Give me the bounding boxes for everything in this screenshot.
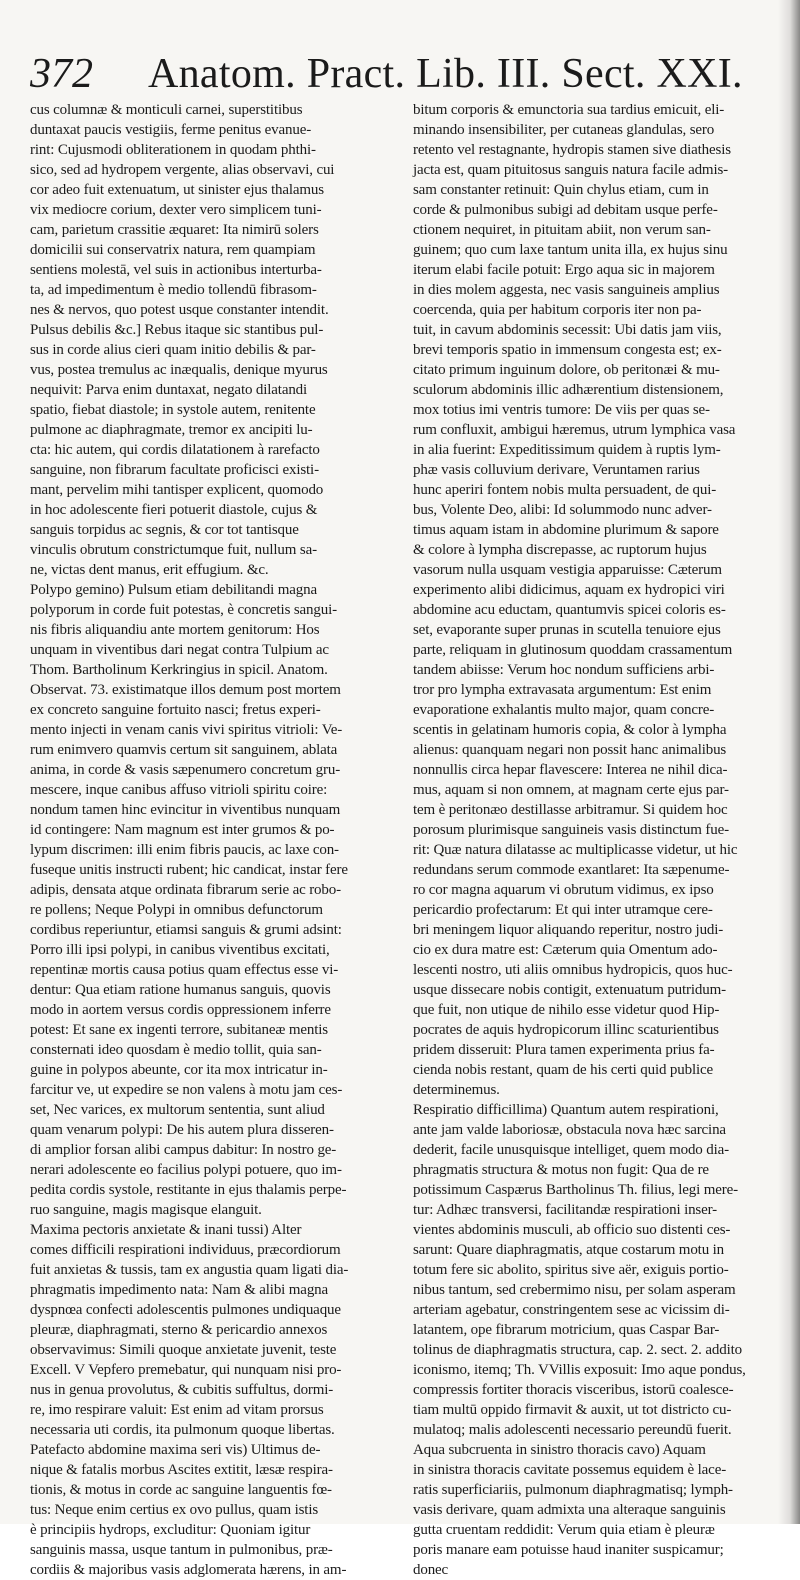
running-title: Anatom. Pract. Lib. III. Sect. XXI.	[148, 51, 743, 97]
text-line: mulatoq; malis adolescenti necessario pereundū fuerit.	[413, 1422, 732, 1438]
text-line: in alia fuerint: Expeditissimum quidem à ruptis lym-	[413, 442, 721, 458]
text-line: pericardio profectarum: Et qui inter utramque cere-	[413, 902, 713, 918]
text-line: bri meningem liquor aliquando reperitur, nostro judi-	[413, 922, 724, 938]
text-line: rint: Cujusmodi obliterationem in quodam phthi-	[30, 142, 316, 158]
text-line: spatio, fiebat diastole; in systole autem, renitente	[30, 402, 316, 418]
text-line: Porro illi ipsi polypi, in canibus viventibus excitati,	[30, 942, 330, 958]
text-line: lescenti nostro, uti aliis omnibus hydropicis, quos huc-	[413, 962, 733, 978]
text-line: rum confluxit, ambigui hæremus, utrum lymphica vasa	[413, 422, 736, 438]
text-line: timus aquam istam in abdomine plurimum & sapore	[413, 522, 719, 538]
text-line: hunc aperiri fontem nobis multa persuadent, de qui-	[413, 482, 717, 498]
page-number: 372	[30, 51, 93, 97]
text-line: guine in polypos abeunte, cor ita mox intricatur in-	[30, 1062, 328, 1078]
text-line: in hoc adolescente fieri potuerit diastole, cujus &	[30, 502, 318, 518]
text-line: mant, pervelim mihi tantisper explicent, quomodo	[30, 482, 324, 498]
text-line: vasis derivare, quam admixta una alteraque sanguinis	[413, 1502, 726, 1518]
text-line: dentur: Qua etiam ratione humanus sanguis, quovis	[30, 982, 331, 998]
text-line: rum enimvero quamvis certum sit sanguinem, ablata	[30, 742, 338, 758]
text-line: Observat. 73. existimatque illos demum post mortem	[30, 682, 341, 698]
text-line: porosum plurimisque sanguineis vasis distinctum fue-	[413, 822, 729, 838]
text-line: phragmatis impedimento nata: Nam & alibi magna	[30, 1282, 329, 1298]
text-line: fuit anxietas & tussis, tam ex angustia quam ligati dia-	[30, 1262, 349, 1278]
text-line: nus in genua provolutus, & cubitis suffultus, dormi-	[30, 1382, 334, 1398]
text-line: in dies molem aggesta, nec vasis sanguineis amplius	[413, 282, 720, 298]
text-line: alienus: quanquam negari non possit hanc animalibus	[413, 742, 727, 758]
text-line: unquam in viventibus dari negat contra Tulpium ac	[30, 642, 329, 658]
text-line: vix mediocre corium, dexter vero simplicem tuni-	[30, 202, 322, 218]
text-line: vinculis obrutum constrictumque fuit, nullum sa-	[30, 542, 317, 558]
text-line: è principiis hydrops, excluditur: Quoniam igitur	[30, 1522, 311, 1538]
text-line: di amplior forsan alibi campus dabitur: In nostro ge-	[30, 1142, 337, 1158]
text-line: rit: Quæ natura dilatasse ac multiplicasse videtur, ut hic	[413, 842, 738, 858]
text-line: minando insensibiliter, per cutaneas glandulas, sero	[413, 122, 715, 138]
right-text-column	[413, 100, 773, 1580]
text-line: potissimum Caspærus Bartholinus Th. filius, legi mere-	[413, 1182, 738, 1198]
text-line: bus, Volente Deo, alibi: Id solummodo nunc adver-	[413, 502, 712, 518]
text-line: nis fibris aliquandiu ante mortem genitorum: Hos	[30, 622, 320, 638]
text-line: tiam multū oppido firmavit & auxit, ut tot districto cu-	[413, 1402, 732, 1418]
text-line: phragmatis structura & motus non fugit: Qua de re	[413, 1162, 709, 1178]
text-line: vasorum nulla usquam vestigia apparuisse: Cæterum	[413, 562, 722, 578]
text-line: mus, aquam si non omnem, at magnam certe ejus par-	[413, 782, 729, 798]
text-line: guinem; quo cum laxe tantum unita illa, ex hujus sinu	[413, 242, 728, 258]
text-line: iterum elabi facile potuit: Ergo aqua sic in majorem	[413, 262, 715, 278]
text-line: domicilii sui conservatrix natura, rem quampiam	[30, 242, 316, 258]
text-line: pocrates de aquis hydropicorum illinc scaturientibus	[413, 1022, 719, 1038]
text-line: nerari adolescente eo facilius polypi potuere, quo im-	[30, 1162, 342, 1178]
text-line: evaporatione exhalantis multo major, quam concre-	[413, 702, 715, 718]
text-line: comes difficili respirationi individuus, præcordiorum	[30, 1242, 341, 1258]
text-line: Maxima pectoris anxietate & inani tussi) Alter	[30, 1222, 302, 1238]
text-line: Pulsus debilis &c.] Rebus itaque sic stantibus pul-	[30, 322, 324, 338]
text-line: iconismo, itemq; Th. VVillis exposuit: Imo aque pondus,	[413, 1362, 746, 1378]
text-line: Thom. Bartholinum Kerkringius in spicil. Anatom.	[30, 662, 328, 678]
text-line: quam venarum polypi: De his autem plura disseren-	[30, 1122, 334, 1138]
text-line: tus: Neque enim certius ex ovo pullus, quam istis	[30, 1502, 319, 1518]
text-line: Respiratio difficillima) Quantum autem respirationi,	[413, 1102, 719, 1118]
text-line: coercenda, quia per habitum corporis iter non pa-	[413, 302, 702, 318]
text-line: re, imo respirare valuit: Est enim ad vitam prorsus	[30, 1402, 324, 1418]
text-line: Polypo gemino) Pulsum etiam debilitandi magna	[30, 582, 317, 598]
text-line: vientes abdominis musculi, ab officio suo distenti ces-	[413, 1222, 731, 1238]
text-line: experimento alibi didicimus, aquam ex hydropici viri	[413, 582, 725, 598]
text-line: cordibus reperiuntur, etiamsi sanguis & grumi adsint:	[30, 922, 342, 938]
text-line: sanguis torpidus ac segnis, & cor tot tantisque	[30, 522, 299, 538]
text-line: cordiis & majoribus vasis adglomerata hærens, in am-	[30, 1562, 347, 1578]
text-line: Excell. V Vepfero premebatur, qui nunquam nisi pro-	[30, 1362, 342, 1378]
text-line: anima, in corde & vasis sæpenumero concretum gru-	[30, 762, 341, 778]
text-line: sico, sed ad hydropem vergente, alias observavi, cui	[30, 162, 335, 178]
text-line: ne, victas dent manus, erit effugium. &c.	[30, 562, 269, 578]
text-line: mescere, inque canibus affuso vitrioli spiritu coire:	[30, 782, 328, 798]
text-line: citato primum inguinum dolore, ob peritonæi & mu-	[413, 362, 720, 378]
text-line: re pollens; Neque Polypi in omnibus defunctorum	[30, 902, 323, 918]
text-line: sus in corde alius cieri quam initio debilis & par-	[30, 342, 316, 358]
text-line: compressis fortiter thoracis visceribus, istorū coalesce-	[413, 1382, 734, 1398]
text-line: sculorum abdominis illic adhærentium distensionem,	[413, 382, 724, 398]
text-line: sarunt: Quare diaphragmatis, atque costarum motu in	[413, 1242, 725, 1258]
text-line: tandem abiisse: Verum hoc nondum sufficiens arbi-	[413, 662, 715, 678]
text-line: abdomine acu eductam, quantumvis spicei coloris es-	[413, 602, 726, 618]
text-line: gutta cruentam reddidit: Verum quia etiam è pleuræ	[413, 1522, 715, 1538]
text-line: poris manare eam potuisse haud inaniter suspicamur;	[413, 1542, 724, 1558]
text-line: duntaxat paucis vestigiis, ferme penitus evanue-	[30, 122, 312, 138]
text-line: tolinus de diaphragmatis structura, cap. 2. sect. 2. addito	[413, 1342, 742, 1358]
text-line: dederit, facile unusquisque intelliget, quem modo dia-	[413, 1142, 729, 1158]
page-edge-shadow	[778, 0, 800, 1524]
text-line: ratis superficiariis, pulmonum diaphragmatisq; lymph-	[413, 1482, 733, 1498]
text-line: usque dissecare nobis contigit, extenuatum putridum-	[413, 982, 726, 998]
text-line: nique & fatalis morbus Ascites extitit, læsæ respira-	[30, 1462, 333, 1478]
text-line: redundans serum commode exantlaret: Ita sæpenume-	[413, 862, 730, 878]
text-line: Aqua subcruenta in sinistro thoracis cavo) Aquam	[413, 1442, 706, 1458]
text-line: dyspnœa confecti adolescentis pulmones undiquaque	[30, 1302, 341, 1318]
text-line: totum fere sic abolito, spiritus sive aër, exiguis portio-	[413, 1262, 729, 1278]
text-line: potest: Et sane ex ingenti terrore, subitaneæ mentis	[30, 1022, 328, 1038]
text-line: sanguinis massa, usque tantum in pulmonibus, præ-	[30, 1542, 333, 1558]
text-line: in sinistra thoracis cavitate possemus equidem è lace-	[413, 1462, 727, 1478]
text-line: cor adeo fuit extenuatum, ut sinister ejus thalamus	[30, 182, 324, 198]
text-line: pedita cordis systole, restitante in ejus thalamis perpe-	[30, 1182, 347, 1198]
text-line: determinemus.	[413, 1082, 500, 1098]
text-line: ante jam valde laboriosæ, obstacula nova hæc sarcina	[413, 1122, 726, 1138]
text-line: tur: Adhæc transversi, facilitandæ respirationi inser-	[413, 1202, 718, 1218]
text-line: consternati ideo quosdam è medio tollit, quia san-	[30, 1042, 322, 1058]
text-line: tror pro lympha extravasata argumentum: Est enim	[413, 682, 712, 698]
text-line: cus columnæ & monticuli carnei, superstitibus	[30, 102, 303, 118]
text-line: & colore à lympha discrepasse, ac ruptorum hujus	[413, 542, 707, 558]
text-line: nondum tamen hinc evincitur in viventibus nunquam	[30, 802, 341, 818]
text-line: fuseque unitis instructi rubent; hic candicat, instar fere	[30, 862, 348, 878]
text-line: observavimus: Simili quoque anxietate juvenit, teste	[30, 1342, 337, 1358]
text-line: tuit, in cavum abdominis secessit: Ubi datis jam viis,	[413, 322, 722, 338]
text-line: parte, reliquam in glutinosum quoddam crassamentum	[413, 642, 733, 658]
page-header	[30, 46, 770, 102]
text-line: mento injecti in venam canis vivi spiritus vitrioli: Ve-	[30, 722, 343, 738]
left-text-column	[30, 100, 390, 1580]
text-line: retento vel restagnante, hydropis stamen sive diathesis	[413, 142, 731, 158]
text-line: ctionem nequiret, in pituitam abiit, non verum san-	[413, 222, 711, 238]
text-line: cam, parietum crassitie æquaret: Ita nimirū solers	[30, 222, 319, 238]
text-line: jacta est, quam pituitosus sanguis natura facile admis-	[413, 162, 728, 178]
text-line: repentinæ mortis causa potius quam effectus esse vi-	[30, 962, 339, 978]
text-line: nibus tantum, sed crebermimo nisu, per solam asperam	[413, 1282, 736, 1298]
text-line: tionis, & motus in corde ac sanguine languentis fœ-	[30, 1482, 332, 1498]
text-line: polyporum in corde fuit potestas, è concretis sangui-	[30, 602, 337, 618]
text-line: mox totius imi ventris tumore: De viis per quas se-	[413, 402, 710, 418]
text-line: tem è peritonæo destillasse arbitramur. Si quidem hoc	[413, 802, 728, 818]
text-line: corde & pulmonibus subigi ad debitam usque perfe-	[413, 202, 718, 218]
text-line: ta, ad impedimentum è medio tollendū fibrasom-	[30, 282, 317, 298]
text-line: phæ vasis colluvium derivare, Veruntamen rarius	[413, 462, 700, 478]
text-line: modo in aortem versus cordis oppressionem inferre	[30, 1002, 331, 1018]
text-line: brevi temporis spatio in immensum congesta est; ex-	[413, 342, 722, 358]
text-line: lypum discrimen: illi enim fibris paucis, ac laxe con-	[30, 842, 339, 858]
text-line: farcitur ve, ut expedire se non valens à motu jam ces-	[30, 1082, 343, 1098]
text-line: latantem, ope fibrarum motricium, quas Caspar Bar-	[413, 1322, 720, 1338]
text-line: set, Nec varices, ex multorum sententia, sunt aliud	[30, 1102, 325, 1118]
text-line: vus, postea tremulus ac inæqualis, denique myurus	[30, 362, 328, 378]
text-line: sam constanter retinuit: Quin chylus etiam, cum in	[413, 182, 709, 198]
text-line: sentiens molestā, vel suis in actionibus interturba-	[30, 262, 322, 278]
text-line: que fuit, non utique de nihilo esse videtur quod Hip-	[413, 1002, 720, 1018]
text-line: id contingere: Nam magnum est inter grumos & po-	[30, 822, 335, 838]
text-line: nes & nervos, quo potest usque constanter intendit.	[30, 302, 329, 318]
text-line: cta: hic autem, qui cordis dilatationem à rarefacto	[30, 442, 320, 458]
text-line: necessaria uti cordis, ita pulmonum quoque libertas.	[30, 1422, 335, 1438]
text-line: arteriam agebatur, constringentem sese ac vicissim di-	[413, 1302, 730, 1318]
text-line: ex concreto sanguine fortuito nasci; fretus experi-	[30, 702, 321, 718]
text-line: set, evaporante super prunas in scutella tenuiore ejus	[413, 622, 721, 638]
text-line: cienda nobis restant, quam de his certi quid publice	[413, 1062, 714, 1078]
text-line: pridem disseruit: Plura tamen experimenta prius fa-	[413, 1042, 715, 1058]
text-line: ro cor magna aquarum vi obrutum vidimus, ex ipso	[413, 882, 714, 898]
text-line: donec	[413, 1562, 449, 1578]
text-line: sanguine, non fibrarum facultate proficisci existi-	[30, 462, 319, 478]
text-line: scentis in gelatinam humoris copia, & color à lympha	[413, 722, 727, 738]
text-line: adipis, densata atque ordinata fibrarum serie ac robo-	[30, 882, 341, 898]
text-line: cio ex dura matre est: Cæterum quia Omentum ado-	[413, 942, 718, 958]
text-line: ruo sanguine, magis magisque elanguit.	[30, 1202, 262, 1218]
text-line: nequivit: Parva enim duntaxat, negato dilatandi	[30, 382, 308, 398]
text-line: Patefacto abdomine maxima seri vis) Ultimus de-	[30, 1442, 321, 1458]
text-line: pleuræ, diaphragmati, sterno & pericardio annexos	[30, 1322, 328, 1338]
text-line: pulmone ac diaphragmate, tremor ex ancipiti lu-	[30, 422, 313, 438]
text-line: bitum corporis & emunctoria sua tardius emicuit, eli-	[413, 102, 725, 118]
text-line: nonnullis circa hepar flavescere: Interea ne nihil dica-	[413, 762, 728, 778]
